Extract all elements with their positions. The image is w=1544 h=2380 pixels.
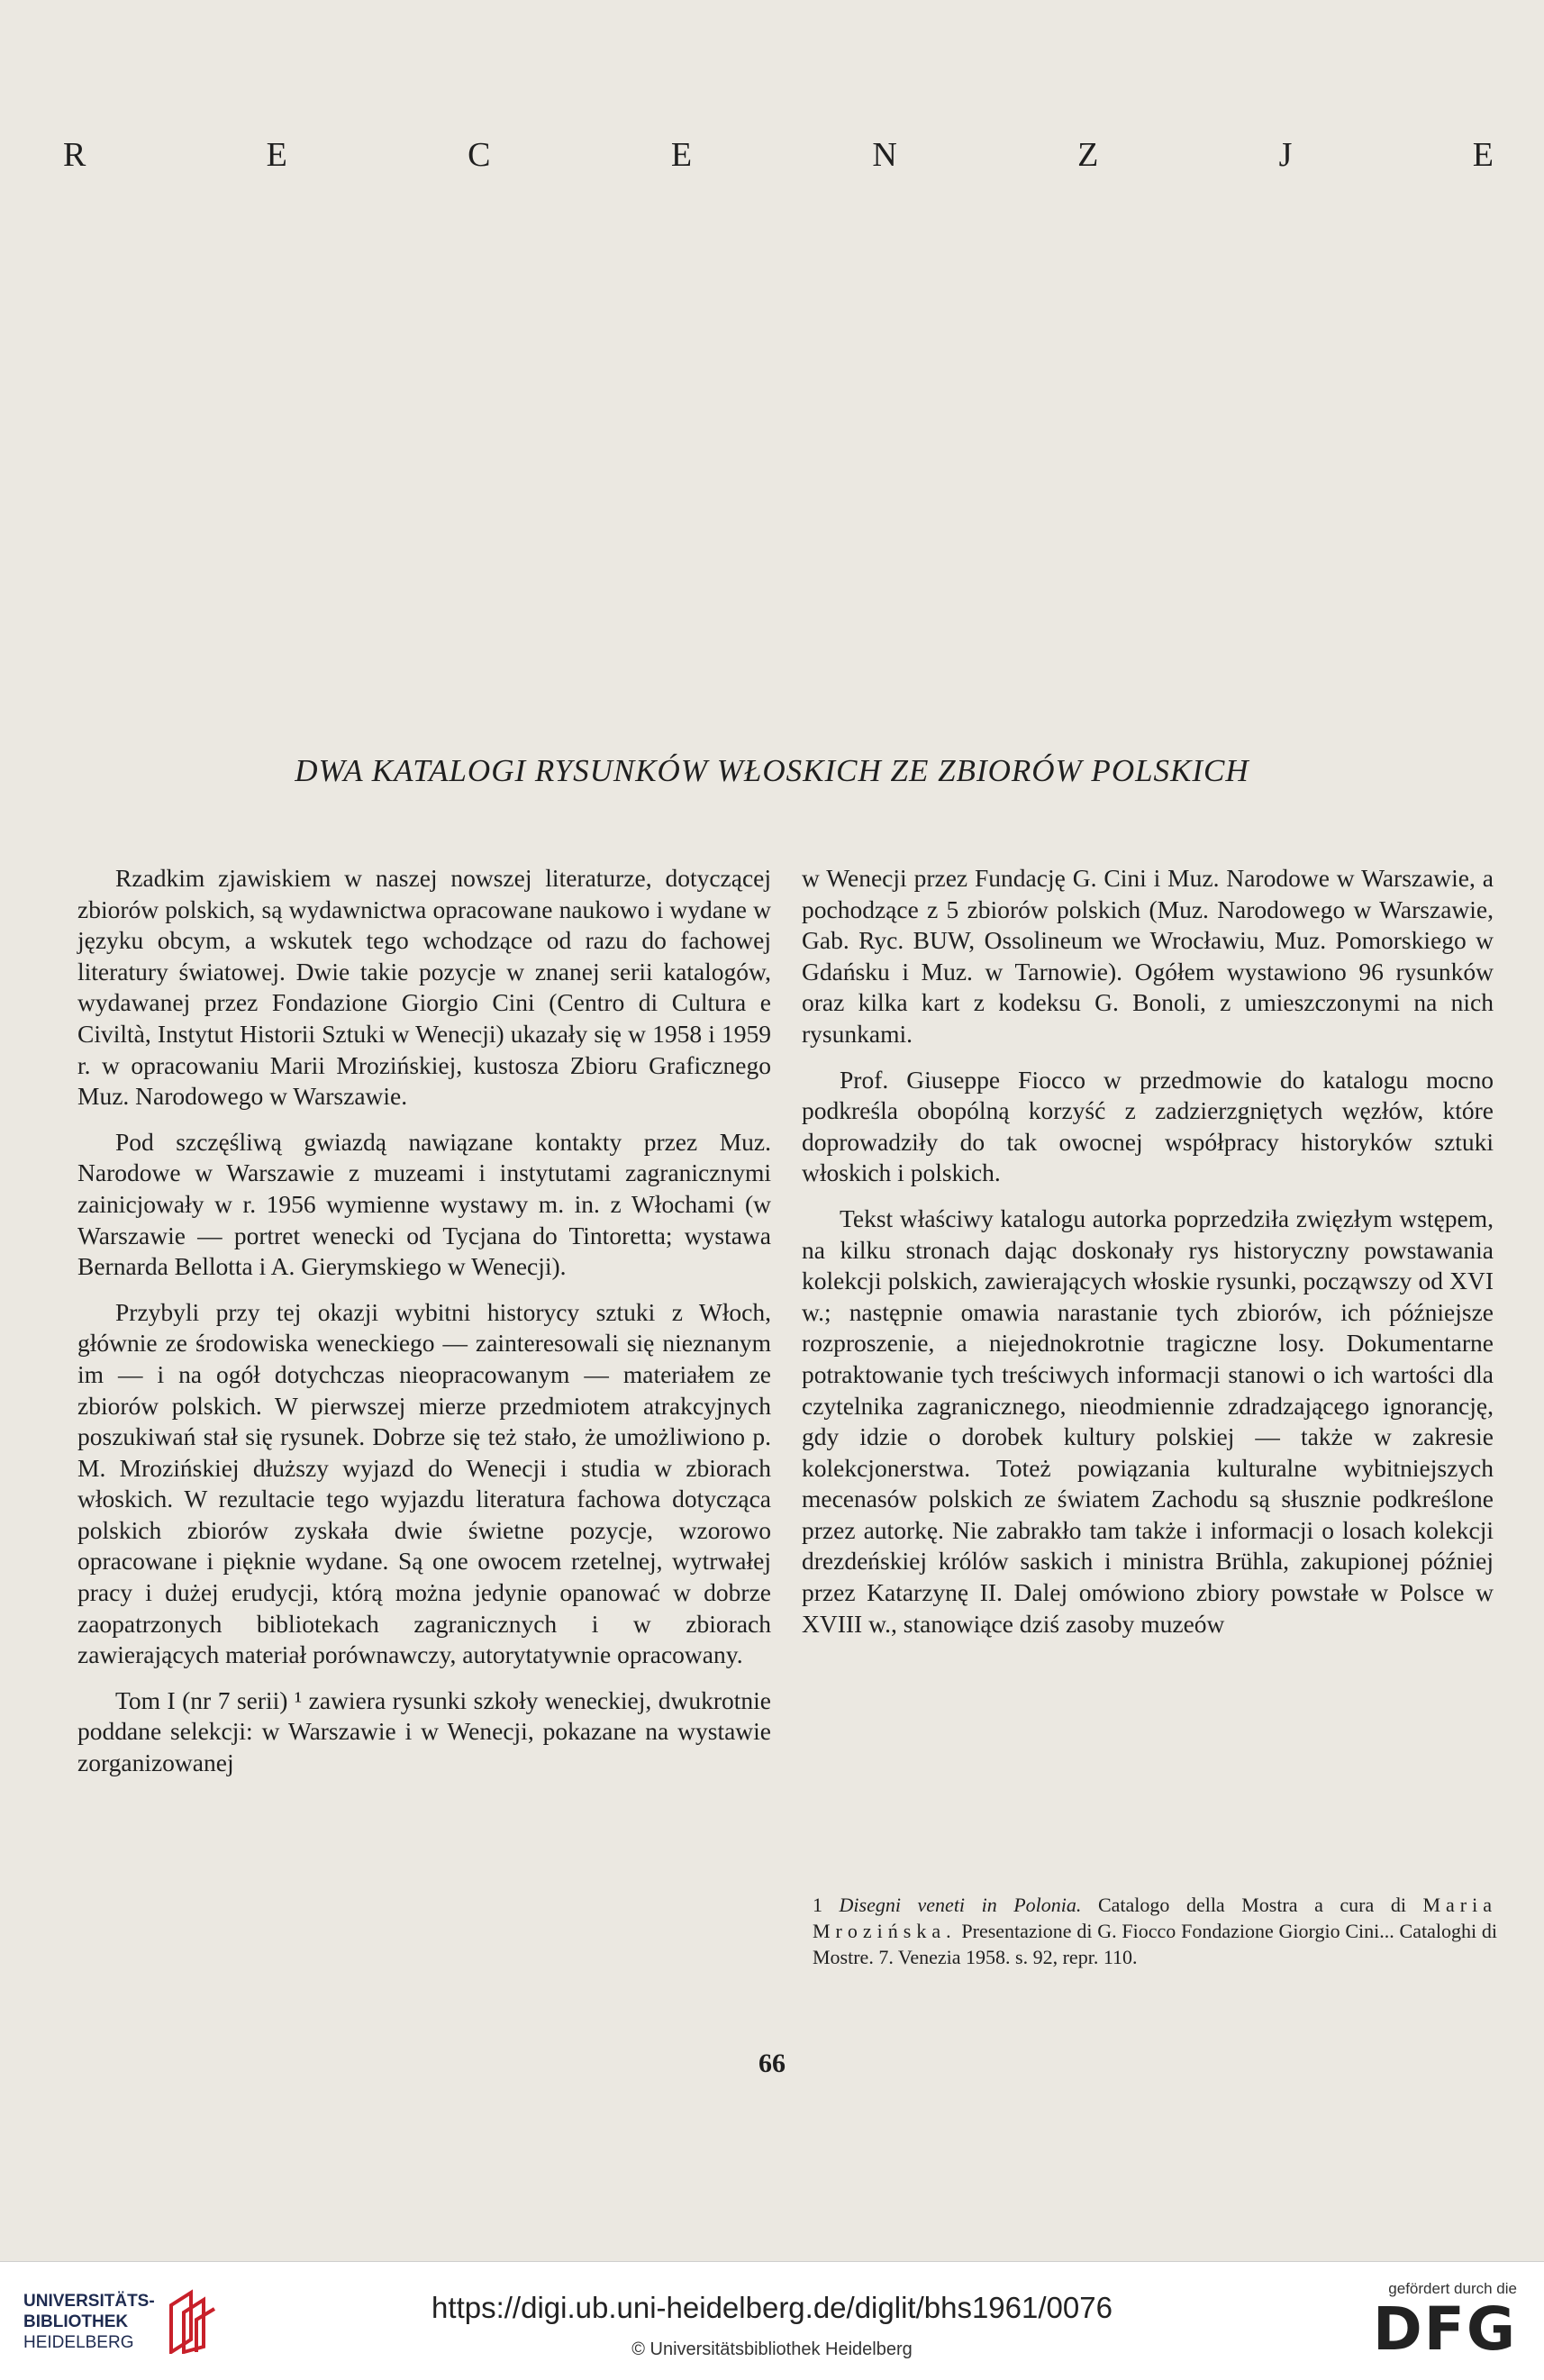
footnote-author: Maria Mrozińska. xyxy=(813,1894,1498,1942)
library-name-line: UNIVERSITÄTS- xyxy=(23,2291,155,2311)
header-letter: E xyxy=(1472,136,1495,174)
copyright-text: © Universitätsbibliothek Heidelberg xyxy=(631,2339,913,2359)
library-name-line: HEIDELBERG xyxy=(23,2332,134,2352)
viewer-footer xyxy=(0,2261,1544,2380)
paragraph: Pod szczęśliwą gwiazdą nawiązane kontakty przez Muz. Narodowe w Warszawie z muzeami i instytutami zagranicznymi zainicjowały w r. 1956 wymienne wystawy m. in. z Włochami (w Warszawie — portret wenecki od Tycjana do Tintoretta; wystawa Bernarda Bellotta i A. Gierymskiego w Wenecji). xyxy=(77,1127,771,1281)
funding-text: gefördert durch die xyxy=(1388,2280,1517,2297)
left-column xyxy=(77,863,771,1794)
paragraph: w Wenecji przez Fundację G. Cini i Muz. Narodowe w Warszawie, a pochodzące z 5 zbiorów polskich (Muz. Narodowego w Warszawie, Gab. Ryc. BUW, Ossolineum we Wrocławiu, Muz. Pomorskiego w Gdańsku i Muz. w Tarnowie). Ogółem wystawiono 96 rysunków oraz kilka kart z kodeksu G. Bonoli, z umieszczonymi na nich rysunkami. xyxy=(802,864,1494,1048)
header-letter: E xyxy=(670,136,695,174)
header-letter: C xyxy=(468,136,493,174)
header-letter: E xyxy=(266,136,289,174)
header-letter: J xyxy=(1278,136,1294,174)
right-column xyxy=(802,863,1494,1654)
dfg-funding[interactable] xyxy=(1372,2280,1517,2364)
footnote-text: Presentazione di G. Fiocco Fondazione Giorgio Cini... Cataloghi di Mostre. 7. Venezia 1958. s. 92, repr. 110. xyxy=(813,1920,1497,1968)
library-name-line: BIBLIOTHEK xyxy=(23,2312,129,2331)
footnote xyxy=(813,1892,1497,1970)
page-url-link[interactable]: https://digi.ub.uni-heidelberg.de/diglit/bhs1961/0076 xyxy=(431,2291,1113,2324)
article-title: DWA KATALOGI RYSUNKÓW WŁOSKICH ZE ZBIORÓW POLSKICH xyxy=(295,753,1249,788)
paragraph: Prof. Giuseppe Fiocco w przedmowie do katalogu mocno podkreśla obopólną korzyść z zadzierzgniętych węzłów, które doprowadziły do tak owocnej współpracy historyków sztuki włoskich i polskich. xyxy=(802,1065,1494,1187)
paragraph: Tekst właściwy katalogu autorka poprzedziła zwięzłym wstępem, na kilku stronach dając doskonały rys historyczny powstawania kolekcji polskich, zawierających włoskie rysunki, począwszy od XVI w.; następnie omawia narastanie tych zbiorów, ich późniejsze rozproszenie, a niejednokrotnie tragiczne losy. Dokumentarne potraktowanie tych treściwych informacji stanowi o ich wartości dla czytelnika zagranicznego, nieodmiennie zdradzającego ignorancję, gdy idzie o dorobek kultury polskiej — także w zakresie kolekcjonerstwa. Toteż powiązania kulturalne wybitniejszych mecenasów polskich ze światem Zachodu są słusznie podkreślone przez autorkę. Nie zabrakło tam także i informacji o losach kolekcji drezdeńskiej królów saskich i ministra Brühla, zakupionej później przez Katarzynę II. Dalej omówiono zbiory powstałe w Polsce w XVIII w., stanowiące dziś zasoby muzeów xyxy=(802,1204,1494,1638)
paragraph: Tom I (nr 7 serii) ¹ zawiera rysunki szkoły weneckiej, dwukrotnie poddane selekcji: w Warszawie i w Wenecji, pokazane na wystawie zorganizowanej xyxy=(77,1685,771,1777)
paragraph: Przybyli przy tej okazji wybitni historycy sztuki z Włoch, głównie ze środowiska weneckiego — zainteresowali się nieznanym im — i na ogół dotychczas nieopracowanym — materiałem ze zbiorów polskich. W pierwszej mierze przedmiotem atrakcyjnych poszukiwań stał się rysunek. Dobrze się też stało, że umożliwiono p. M. Mrozińskiej dłuższy wyjazd do Wenecji i studia w zbiorach włoskich. W rezultacie tego wyjazdu literatura fachowa dotycząca polskich zbiorów zyskała dwie świetne pozycje, wzorowo opracowane i pięknie wydane. Są one owocem rzetelnej, wytrwałej pracy i dużej erudycji, którą można jedynie opanować w dobrze zaopatrzonych bibliotekach zagranicznych i w zbiorach zawierających materiał porównawczy, autorytatywnie opracowany. xyxy=(77,1297,771,1669)
dfg-logo-icon: DFG xyxy=(1372,2294,1517,2364)
header-letter: R xyxy=(63,136,88,174)
header-letter: N xyxy=(872,136,899,174)
section-header xyxy=(63,135,1495,175)
page-number: 66 xyxy=(758,2048,786,2078)
header-letter: Z xyxy=(1077,136,1101,174)
footnote-title: Disegni veneti in Polonia. xyxy=(839,1894,1082,1916)
paragraph: Rzadkim zjawiskiem w naszej nowszej literaturze, dotyczącej zbiorów polskich, są wydawnictwa opracowane naukowo i wydane w języku obcym, a wskutek tego wchodzące od razu do fachowej literatury światowej. Dwie takie pozycje w znanej serii katalogów, wydawanej przez Fondazione Giorgio Cini (Centro di Cultura e Civiltà, Instytut Historii Sztuki w Wenecji) ukazały się w 1958 i 1959 r. w opracowaniu Marii Mrozińskiej, kustosza Zbioru Graficznego Muz. Narodowego w Warszawie. xyxy=(77,864,771,1111)
footnote-text: Catalogo della Mostra a cura di xyxy=(1081,1894,1423,1916)
footnote-marker: 1 xyxy=(813,1894,822,1916)
